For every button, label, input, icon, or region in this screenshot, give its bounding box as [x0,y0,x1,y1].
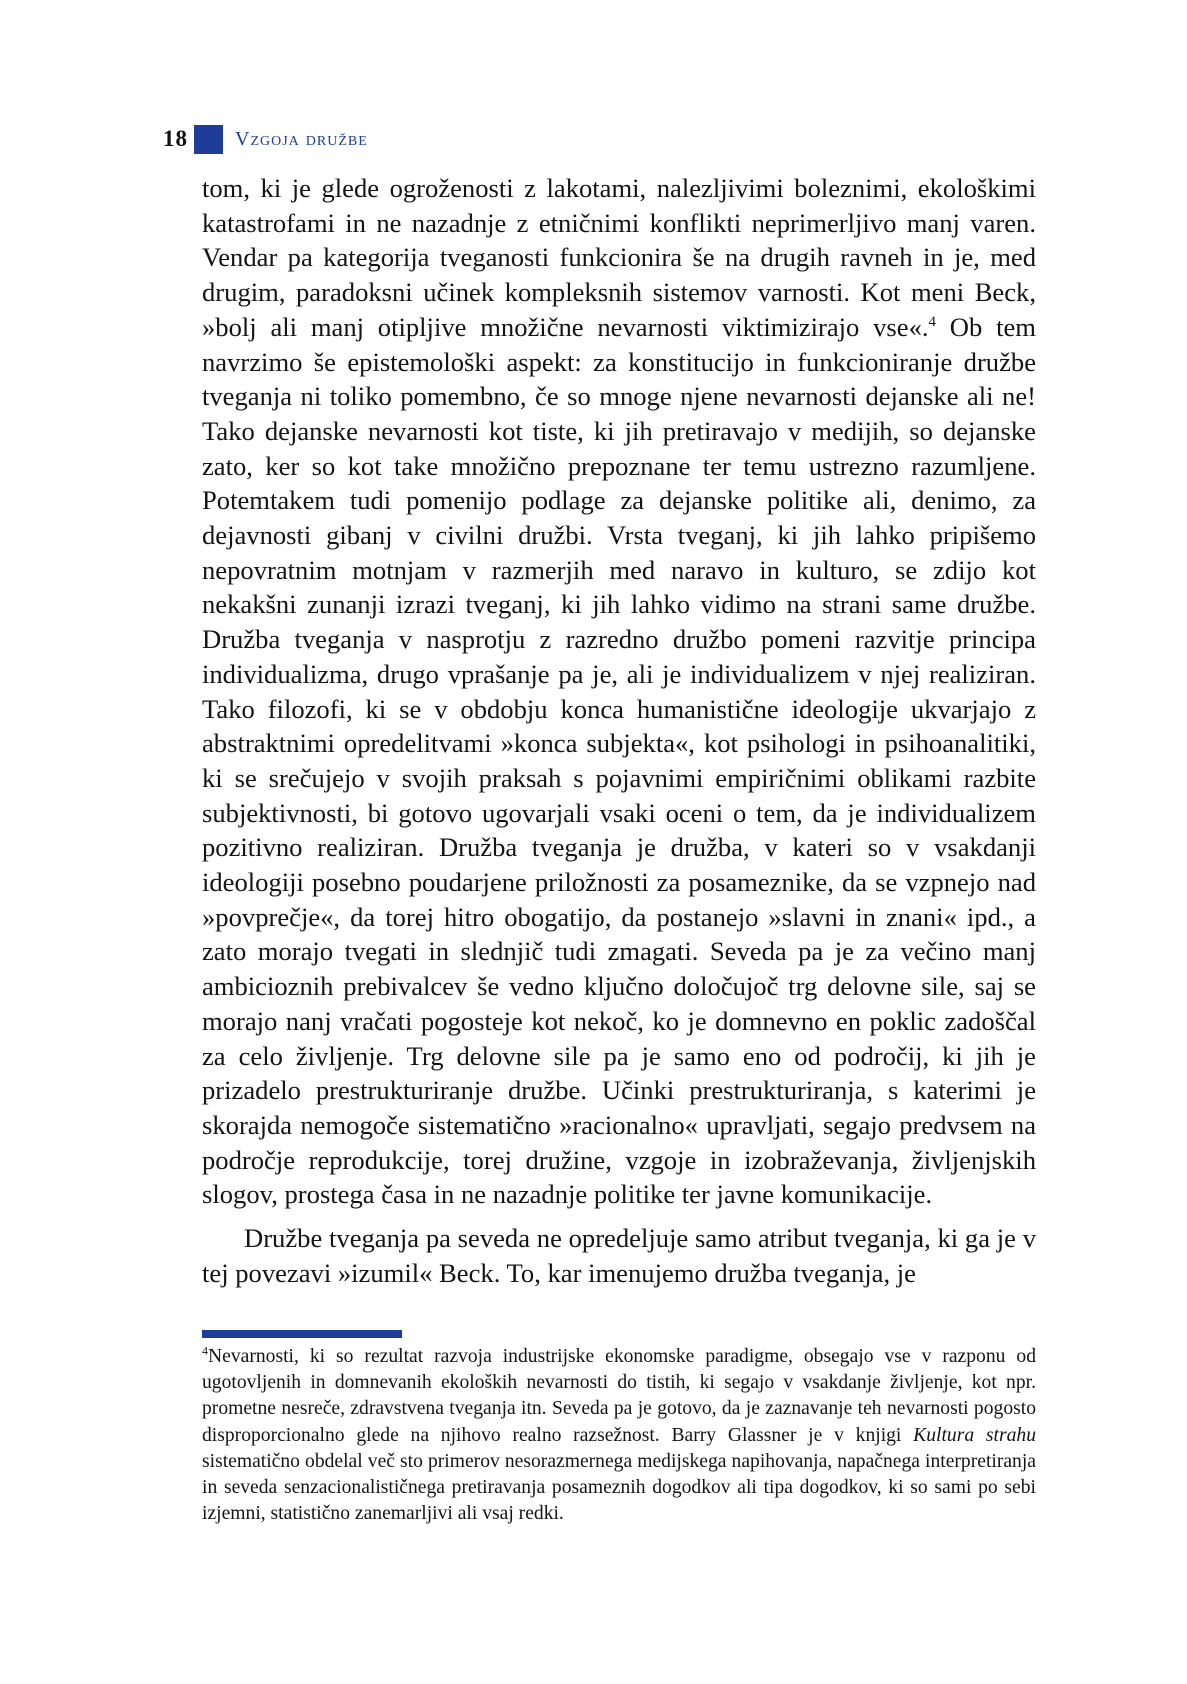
paragraph-1 [202,171,1036,1212]
footnote-text-a: Nevarnosti, ki so rezultat razvoja industrijske ekonomske paradigme, obsegajo vse v razponu od ugotovljenih in domnevanih ekoloških nevarnosti do tistih, ki segajo v vsakdanje življenje, kot npr. prometne nesreče, zdravstvena tveganja itn. Seveda pa je gotovo, da je zaznavanje teh nevarnosti pogosto disproporcionalno glede na njihovo realno razsežnost. Barry Glassner je v knjigi [202,1346,1036,1446]
footnote [202,1344,1036,1527]
footnote-number: 4 [202,1343,208,1358]
paragraph-1-text-b: Ob tem navrzimo še epistemološki aspekt: za konstitucijo in funkcioniranje družbe tveganja ni toliko pomembno, če so mnoge njene nevarnosti dejanske ali ne! Tako dejanske nevarnosti kot tiste, ki jih pretiravajo v medijih, so dejanske zato, ker so kot take množično prepoznane ter temu ustrezno razumljene. Potemtakem tudi pomenijo podlage za dejanske politike ali, denimo, za dejavnosti gibanj v civilni družbi. Vrsta tveganj, ki jih lahko pripišemo nepovratnim motnjam v razmerjih med naravo in kulturo, se zdijo kot nekakšni zunanji izrazi tveganj, ki jih lahko vidimo na strani same družbe. Družba tveganja v nasprotju z razredno družbo pomeni razvitje principa individualizma, drugo vprašanje pa je, ali je individualizem v njej realiziran. Tako filozofi, ki se v obdobju konca humanistične ideologije ukvarjajo z abstraktnimi opredelitvami »konca subjekta«, kot psihologi in psihoanalitiki, ki se srečujejo v svojih praksah s pojavnimi empiričnimi oblikami razbite subjektivnosti, bi gotovo ugovarjali vsaki oceni o tem, da je individualizem pozitivno realiziran. Družba tveganja je družba, v kateri so v vsakdanji ideologiji posebno poudarjene priložnosti za posameznike, da se vzpnejo nad »povprečje«, da torej hitro obogatijo, da postanejo »slavni in znani« ipd., a zato morajo tvegati in slednjič tudi zmagati. Seveda pa je za večino manj ambicioznih prebivalcev še vedno ključno določujoč trg delovne sile, saj se morajo nanj vračati pogosteje kot nekoč, ko je domnevno en poklic zadoščal za celo življenje. Trg delovne sile pa je samo eno od področij, ki jih je prizadelo prestrukturiranje družbe. Učinki prestrukturiranja, s katerimi je skorajda nemogoče sistematično »racionalno« upravljati, segajo predvsem na področje reprodukcije, torej družine, vzgoje in izobraževanja, življenjskih slogov, prostega časa in ne nazadnje politike ter javne komunikacije. [202,311,1036,1210]
main-text [202,171,1036,1291]
paragraph-2: Družbe tveganja pa seveda ne opredeljuje samo atribut tveganja, ki ga je v tej povezavi »izumil« Beck. To, kar imenujemo družba tveganja, je [202,1223,1036,1288]
footnote-rule [202,1330,402,1338]
footnote-book-title: Kultura strahu [913,1424,1036,1446]
running-head [163,122,368,156]
running-head-square-ornament [194,125,223,154]
footnote-text-b: sistematično obdelal več sto primerov nesorazmernega medijskega napihovanja, napačnega interpretiranja in seveda senzacionalističnega pretiravanja posameznih dogodkov ali tipa dogodkov, ki so sami po sebi izjemni, statistično zanemarljivi ali vsaj redki. [202,1450,1036,1525]
paragraph-1-text-a: tom, ki je glede ogroženosti z lakotami, nalezljivimi boleznimi, ekološkimi katastrofami in ne nazadnje z etničnimi konflikti neprimerljivo manj varen. Vendar pa kategorija tveganosti funkcionira še na drugih ravneh in je, med drugim, paradoksni učinek kompleksnih sistemov varnosti. Kot meni Beck, »bolj ali manj otipljive množične nevarnosti viktimizirajo vse«. [202,173,1036,342]
footnote-reference: 4 [928,313,937,330]
page-number: 18 [163,126,188,151]
running-head-title: Vzgoja družbe [235,127,368,150]
